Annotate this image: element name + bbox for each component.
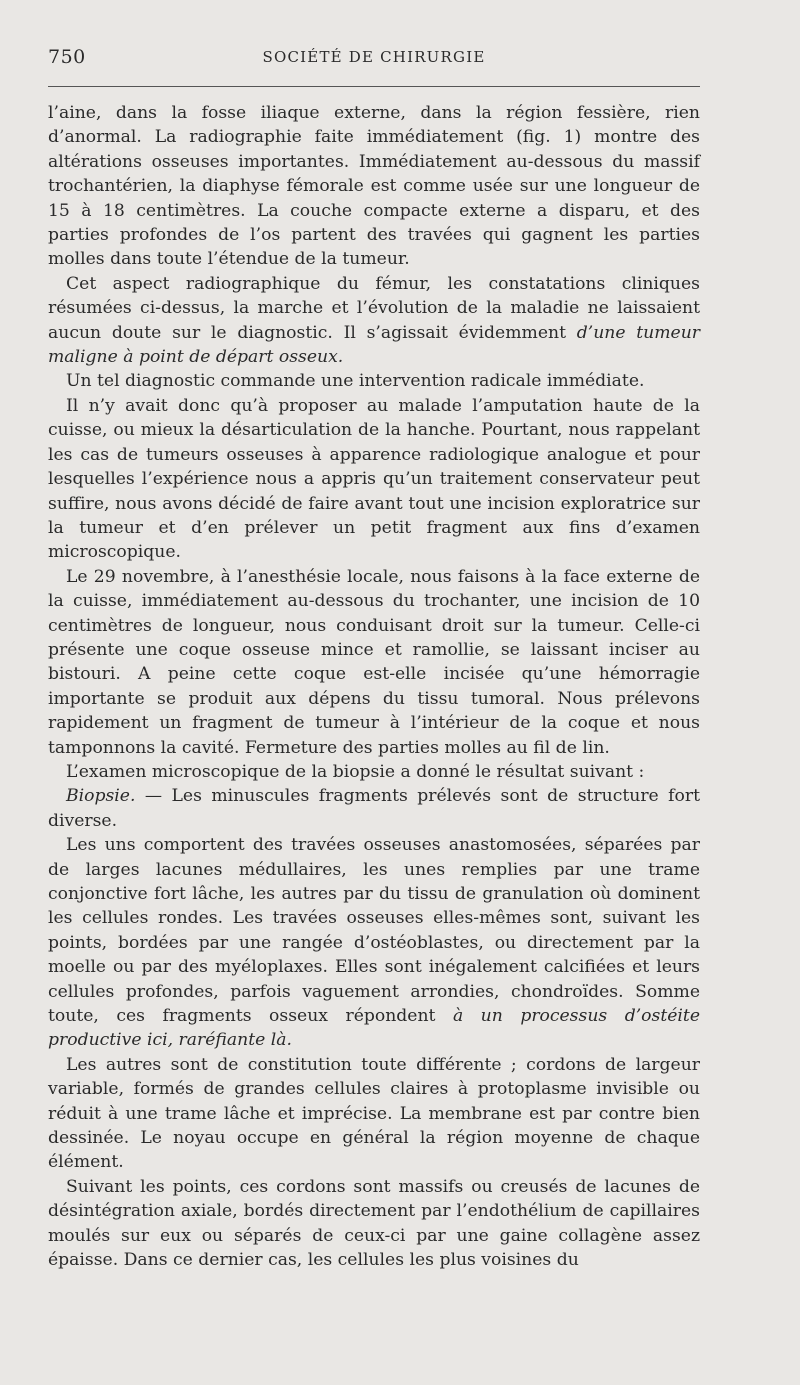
text-run: Il n’y avait donc qu’à proposer au malade l’amputation haute de la cuisse, ou mieux la désarticulation de la hanche. Pourtant, nous rappelant les cas de tumeurs osseuses à apparence radiologique analogue et pour lesquelles l’expérience nous a appris qu’un traitement conservateur peut suffire, nous avons décidé de faire avant tout une incision exploratrice sur la tumeur et d’en prélever un petit fragment aux fins d’examen microscopique. [48,395,700,563]
header-rule [48,86,700,87]
running-head: SOCIÉTÉ DE CHIRURGIE [262,48,486,66]
text-run: Les uns comportent des travées osseuses anastomosées, séparées par de larges lacunes médullaires, les unes remplies par une trame conjonctive fort lâche, les autres par du tissu de granulation où dominent les cellules rondes. Les travées osseuses elles-mêmes sont, suivant les points, bordées par une rangée d’ostéoblastes, ou directement par la moelle ou par des myéloplaxes. Elles sont inégalement calcifiées et leurs cellules profondes, parfois vaguement arrondies, chondroïdes. Somme toute, ces fragments osseux répondent [48,835,700,1027]
paragraph [48,369,700,393]
italic-text: Biopsie. [66,786,136,807]
paragraph [48,394,700,565]
paragraph [48,760,700,784]
body-text [48,101,700,1273]
paragraph [48,1175,700,1273]
paragraph [48,1053,700,1175]
text-run: Les autres sont de constitution toute différente ; cordons de largeur variable, formés de grandes cellules claires à protoplasme invisible ou réduit à une trame lâche et imprécise. La membrane est par contre bien dessinée. Le noyau occupe en général la région moyenne de chaque élément. [48,1054,700,1173]
text-run: L’examen microscopique de la biopsie a donné le résultat suivant : [66,761,645,782]
page-header [48,46,700,72]
paragraph [48,101,700,272]
paragraph [48,784,700,833]
text-run: l’aine, dans la fosse iliaque externe, dans la région fessière, rien d’anormal. La radiographie faite immédiatement (fig. 1) montre des altérations osseuses importantes. Immédiatement au-dessous du massif trochantérien, la diaphyse fémorale est comme usée sur une longueur de 15 à 18 centimètres. La couche compacte externe a disparu, et des parties profondes de l’os partent des travées qui gagnent les parties molles dans toute l’étendue de la tumeur. [48,103,700,270]
text-run: Un tel diagnostic commande une intervention radicale immédiate. [66,371,645,392]
text-run: Le 29 novembre, à l’anesthésie locale, nous faisons à la face externe de la cuisse, immédiatement au-dessous du trochanter, une incision de 10 centimètres de longueur, nous conduisant droit sur la tumeur. Celle-ci présente une coque osseuse mince et ramollie, se laissant inciser au bistouri. A peine cette coque est-elle incisée qu’une hémorragie importante se produit aux dépens du tissu tumoral. Nous prélevons rapidement un fragment de tumeur à l’intérieur de la coque et nous tamponnons la cavité. Fermeture des parties molles au fil de lin. [48,566,700,758]
paragraph [48,833,700,1053]
text-run: — Les minuscules fragments prélevés sont de structure fort diverse. [48,786,700,831]
italic-text: à un processus d’ostéite productive ici, raréfiante là. [48,1006,700,1051]
page-number: 750 [48,46,86,68]
italic-text: d’une tumeur maligne à point de départ osseux. [48,322,700,368]
text-run: Suivant les points, ces cordons sont massifs ou creusés de lacunes de désintégration axiale, bordés directement par l’endothélium de capillaires moulés sur eux ou séparés de ceux-ci par une gaine collagène assez épaisse. Dans ce dernier cas, les cellules les plus voisines du [48,1176,700,1271]
paragraph [48,565,700,760]
text-run: Cet aspect radiographique du fémur, les constatations cliniques résumées ci-dessus, la marche et l’évolution de la maladie ne laissaient aucun doute sur le diagnostic. Il s’agissait évidemment [48,273,700,343]
paragraph [48,272,700,370]
